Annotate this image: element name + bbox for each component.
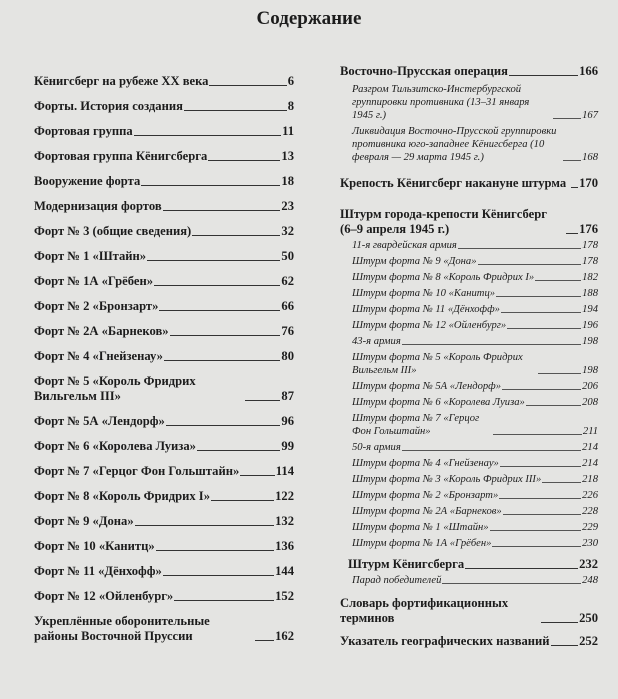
toc-entry[interactable] [34,604,294,644]
toc-subentry-page: 182 [582,272,598,283]
toc-subentry-title: 11-я гвардейская армия [352,240,457,251]
toc-entry-title: Словарь фортификационных терминов [340,596,509,625]
toc-subentry[interactable] [340,412,598,438]
toc-entry-page: 13 [281,149,294,163]
toc-subentry-page: 214 [582,442,598,453]
toc-entry-page: 18 [281,174,294,188]
toc-entry-title: Восточно-Прусская операция [340,64,508,78]
leader-line [147,260,280,261]
toc-subentry-page: 167 [582,110,598,121]
toc-subentry-title: Разгром Тильзитско-Инстербургской группировки противника (13–31 января 1945 г.) [352,84,530,121]
toc-subentry[interactable] [340,125,598,164]
toc-subentry-title: Штурм форта № 1А «Грёбен» [352,538,492,549]
toc-entry[interactable] [340,64,598,79]
leader-line [174,600,274,601]
leader-line [184,110,287,111]
toc-subentry[interactable] [340,271,598,284]
leader-line [159,310,280,311]
toc-entry[interactable] [34,579,294,604]
toc-subentry-title: Штурм форта № 10 «Канитц» [352,288,496,299]
toc-entry[interactable] [34,454,294,479]
toc-entry-page: 250 [579,611,598,625]
toc-entry-page: 87 [281,389,294,403]
toc-right-column [340,64,598,649]
toc-entry-title: Форт № 8 «Король Фридрих I» [34,489,210,503]
toc-entry-title: Фортовая группа Кёнигсберга [34,149,208,163]
toc-left-column [34,64,294,644]
toc-entry-title: Кёнигсберг на рубеже XX века [34,74,209,88]
toc-subentry-page: 206 [582,381,598,392]
toc-subentry-title: Штурм форта № 9 «Дона» [352,256,477,267]
leader-line [500,466,581,467]
toc-subentry-page: 248 [582,575,598,586]
leader-line [541,622,578,623]
toc-entry-title: Укреплённые оборонительные районы Восточной Пруссии [34,614,210,643]
toc-entry[interactable] [34,264,294,289]
toc-subentry-title: Штурм форта № 4 «Гнейзенау» [352,458,499,469]
toc-entry[interactable] [34,89,294,114]
toc-entry-page: 152 [275,589,294,603]
toc-entry-page: 166 [579,64,598,78]
toc-entry[interactable] [34,479,294,504]
leader-line [402,450,581,451]
toc-entry-page: 162 [275,629,294,643]
leader-line [166,425,281,426]
toc-subentry-title: Ликвидация Восточно-Прусской группировки противника юго-западнее Кёнигсберга (10 февраля — 29 марта 1945 г.) [352,126,557,163]
toc-entry[interactable] [34,429,294,454]
leader-line [566,233,578,234]
leader-line [240,475,275,476]
toc-subentry[interactable] [340,83,598,122]
leader-line [208,160,280,161]
toc-entry-title: Указатель географических названий [340,634,550,648]
toc-entry-page: 99 [281,439,294,453]
toc-subentry-page: 194 [582,304,598,315]
toc-entry[interactable] [34,289,294,314]
leader-line [135,525,274,526]
toc-entry-title: Крепость Кёнигсберг накануне штурма [340,176,567,190]
toc-subentry[interactable] [340,239,598,252]
leader-line [154,285,280,286]
toc-entry-title: Вооружение форта [34,174,141,188]
toc-entry[interactable] [34,114,294,139]
toc-entry-page: 232 [579,557,598,571]
toc-subentry[interactable] [340,537,598,550]
toc-entry[interactable] [34,554,294,579]
toc-subentry[interactable] [340,351,598,377]
toc-entry[interactable] [34,214,294,239]
toc-entry-title: Форт № 1А «Грёбен» [34,274,154,288]
toc-entry-page: 66 [281,299,294,313]
toc-entry-page: 252 [579,634,598,648]
toc-entry[interactable] [340,596,598,626]
toc-entry[interactable] [34,364,294,404]
leader-line [526,405,581,406]
toc-entry[interactable] [34,64,294,89]
toc-subentry-page: 230 [582,538,598,549]
leader-line [571,187,578,188]
toc-entry-page: 32 [281,224,294,238]
toc-subentry[interactable] [340,574,598,587]
toc-entry[interactable] [34,139,294,164]
toc-subentry[interactable] [340,380,598,393]
toc-subentry-page: 229 [582,522,598,533]
page-title: Содержание [256,8,362,29]
toc-entry-page: 6 [287,74,294,88]
toc-entry-page: 132 [275,514,294,528]
leader-line [197,450,280,451]
leader-line [509,75,578,76]
toc-entry-page: 176 [579,222,598,236]
toc-entry[interactable] [34,189,294,214]
toc-entry-page: 50 [281,249,294,263]
toc-entry-page: 62 [281,274,294,288]
toc-subentry[interactable] [340,303,598,316]
toc-subentry[interactable] [340,473,598,486]
toc-subentry[interactable] [340,521,598,534]
toc-entry-title: Форт № 11 «Дёнхофф» [34,564,162,578]
toc-entry-page: 80 [281,349,294,363]
toc-entry-title: Форты. История создания [34,99,183,113]
leader-line [255,640,274,641]
toc-subentry[interactable] [340,457,598,470]
leader-line [156,550,274,551]
toc-subentry-title: Штурм форта № 6 «Королева Луиза» [352,397,525,408]
leader-line [458,248,581,249]
leader-line [553,118,581,119]
toc-subentry-title: Штурм форта № 2А «Барнеков» [352,506,502,517]
toc-entry-page: 8 [287,99,294,113]
leader-line [163,575,274,576]
toc-entry-title: Форт № 5 «Король Фридрих Вильгельм III» [34,374,196,403]
leader-line [465,568,578,569]
toc-entry[interactable] [34,404,294,429]
leader-line [442,583,581,584]
toc-entry[interactable] [34,529,294,554]
leader-line [134,135,281,136]
toc-entry-title: Форт № 12 «Ойленбург» [34,589,174,603]
leader-line [563,160,581,161]
leader-line [507,328,581,329]
toc-subentry-title: 50-я армия [352,442,401,453]
leader-line [496,296,581,297]
toc-entry-page: 23 [281,199,294,213]
toc-subentry-page: 226 [582,490,598,501]
toc-subentry[interactable] [340,335,598,348]
toc-subentry-title: Штурм форта № 2 «Бронзарт» [352,490,499,501]
leader-line [245,400,280,401]
toc-subentry-title: Парад победителей [352,575,442,586]
toc-subentry-title: Штурм форта № 5 «Король Фридрих Вильгельм III» [352,352,523,376]
toc-subentry[interactable] [340,489,598,502]
toc-subentry-page: 228 [582,506,598,517]
toc-subentry-page: 198 [582,336,598,347]
toc-subentry-page: 168 [582,152,598,163]
toc-entry-title: Штурм города-крепости Кёнигсберг (6–9 апреля 1945 г.) [340,207,547,236]
toc-subentry-title: Штурм форта № 12 «Ойленбург» [352,320,507,331]
toc-entry[interactable] [34,239,294,264]
leader-line [503,514,581,515]
toc-entry-title: Форт № 6 «Королева Луиза» [34,439,196,453]
leader-line [478,264,582,265]
toc-subentry[interactable] [340,287,598,300]
leader-line [535,280,581,281]
toc-subentry-title: Штурм форта № 1 «Штайн» [352,522,489,533]
toc-entry-title: Форт № 7 «Герцог Фон Гольштайн» [34,464,240,478]
toc-subentry-title: 43-я армия [352,336,401,347]
toc-entry[interactable] [34,339,294,364]
leader-line [542,482,581,483]
leader-line [551,645,579,646]
leader-line [211,500,274,501]
toc-entry-title: Штурм Кёнигсберга [348,557,465,571]
toc-entry[interactable] [34,164,294,189]
leader-line [164,360,280,361]
toc-entry-title: Форт № 10 «Канитц» [34,539,155,553]
toc-entry-page: 76 [281,324,294,338]
toc-subentry[interactable] [340,319,598,332]
toc-subentry-title: Штурм форта № 11 «Дёнхофф» [352,304,500,315]
toc-subentry[interactable] [340,441,598,454]
toc-subentry-page: 214 [582,458,598,469]
toc-entry[interactable] [340,207,598,237]
toc-entry-title: Форт № 3 (общие сведения) [34,224,192,238]
toc-subentry-title: Штурм форта № 5А «Лендорф» [352,381,501,392]
toc-entry-title: Модернизация фортов [34,199,162,213]
toc-subentry-page: 178 [582,256,598,267]
toc-entry-title: Форт № 2А «Барнеков» [34,324,169,338]
leader-line [499,498,581,499]
toc-subentry-page: 211 [582,426,598,437]
toc-subentry-title: Штурм форта № 7 «Герцог Фон Гольштайн» [352,413,480,437]
toc-entry[interactable] [34,504,294,529]
leader-line [538,373,581,374]
leader-line [170,335,281,336]
toc-entry-title: Форт № 1 «Штайн» [34,249,147,263]
leader-line [492,546,581,547]
toc-subentry-page: 218 [582,474,598,485]
toc-entry-page: 122 [275,489,294,503]
toc-entry-title: Форт № 2 «Бронзарт» [34,299,159,313]
toc-entry-page: 136 [275,539,294,553]
toc-entry[interactable] [34,314,294,339]
toc-entry[interactable] [340,557,598,572]
leader-line [402,344,581,345]
toc-entry-page: 11 [282,124,294,138]
toc-subentry-page: 196 [582,320,598,331]
toc-entry-title: Форт № 4 «Гнейзенау» [34,349,163,363]
toc-subentry[interactable] [340,396,598,409]
toc-entry-title: Фортовая группа [34,124,133,138]
toc-subentry-title: Штурм форта № 3 «Король Фридрих III» [352,474,542,485]
toc-entry-title: Форт № 9 «Дона» [34,514,134,528]
toc-entry-page: 144 [275,564,294,578]
toc-subentry[interactable] [340,255,598,268]
leader-line [502,389,581,390]
toc-entry[interactable] [340,634,598,649]
toc-entry[interactable] [340,176,598,191]
toc-subentry-page: 208 [582,397,598,408]
toc-subentry-page: 188 [582,288,598,299]
toc-subentry[interactable] [340,505,598,518]
leader-line [141,185,280,186]
leader-line [209,85,286,86]
toc-entry-page: 96 [281,414,294,428]
leader-line [192,235,280,236]
leader-line [490,530,582,531]
toc-subentry-page: 178 [582,240,598,251]
leader-line [501,312,581,313]
leader-line [163,210,281,211]
toc-entry-title: Форт № 5А «Лендорф» [34,414,165,428]
toc-entry-page: 170 [579,176,598,190]
leader-line [493,434,582,435]
toc-subentry-page: 198 [582,365,598,376]
toc-entry-page: 114 [275,464,294,478]
toc-subentry-title: Штурм форта № 8 «Король Фридрих I» [352,272,535,283]
